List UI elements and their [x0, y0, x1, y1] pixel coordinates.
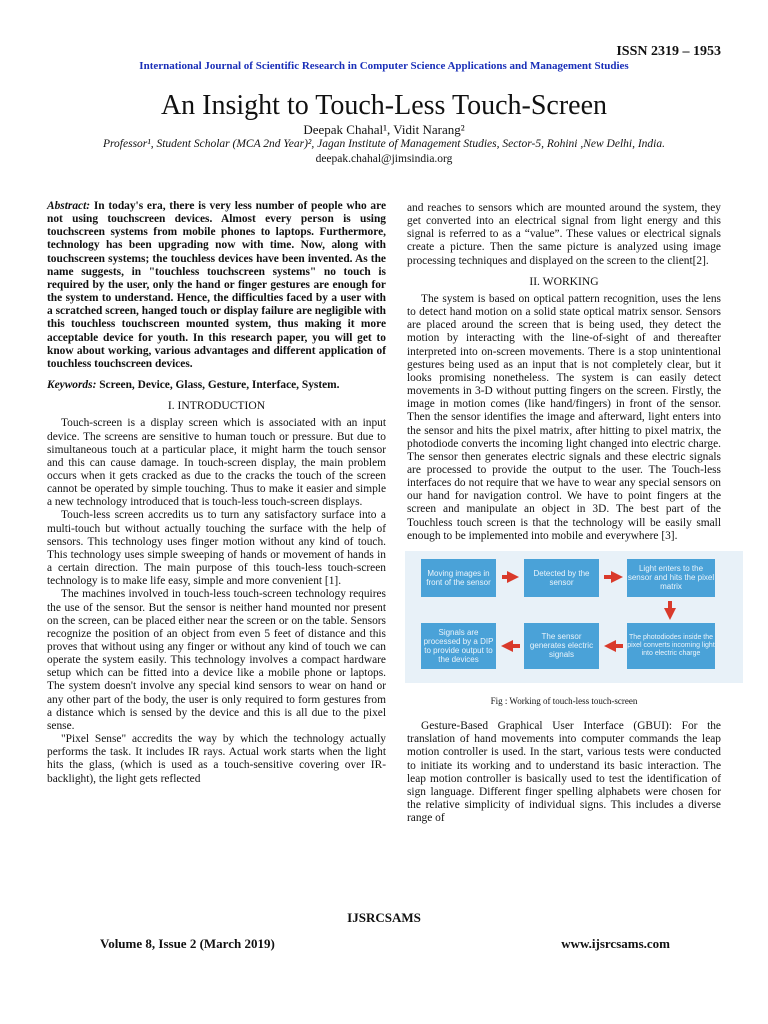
abstract-text: In today's era, there is very less number of people who are not using touchscreen devices. Almost every person is using touchscreen systems from mobile phones to laptops. Furthermore, technology has been upgrading now with time. Now, along with touchscreen systems; the touchless devices have been invented. As the name suggests, in "touchless touchscreen systems" no touch is required by the user, only the hand or finger gestures are enough for the system to understand. Hence, the difficulties faced by a user with a scratched screen, hanged touch or display failure are negligible with this touchless touchscreen mounted system, thus making it more acceptable device for youth. In this research paper, you will get to know about working, various advantages and different application of touchless touchscreen devices. — [47, 200, 386, 370]
keywords-label: Keywords: — [47, 379, 97, 392]
abstract — [47, 200, 386, 371]
flow-box-detected: Detected by the sensor — [524, 559, 599, 597]
gbui-paragraph: Gesture-Based Graphical User Interface (GBUI): For the translation of hand movements into computer commands the leap motion controller is used. In the start, various tests were conducted to initiate its working and to understand its basic interaction. The leap motion controller is basically used to test the identification of sign language. Different finger spelling alphabets were chosen for the relative simplicity of individual signs. This includes a diverse range of — [407, 720, 721, 825]
intro-paragraph-continued: and reaches to sensors which are mounted around the system, they get converted into an electrical signal from light energy and this signal is referred to as a “value”. These values or electrical signals create a picture. Then the same picture is analyzed using image processing techniques and displayed on the screen to the client[2]. — [407, 202, 721, 267]
footer-journal-abbrev: IJSRCSAMS — [347, 910, 421, 925]
paper-authors: Deepak Chahal¹, Vidit Narang² — [303, 122, 465, 137]
flow-box-light-enters: Light enters to the sensor and hits the pixel matrix — [627, 559, 715, 597]
intro-paragraph-1: Touch-screen is a display screen which is associated with an input device. The screens are sensitive to human touch or pressure. But due to simultaneous touch at a particular place, it might harm the touch sensor and this can cause damage. In touch-screen display, the main problem occurs when it gets cracked as due to the cracks the touch of the screen cannot be operated by simple touching. Thus to make it easier and simple a new technology introduced that is touch-less touch-screen displays. — [47, 417, 386, 509]
arrow-stem-4-5 — [615, 644, 623, 648]
paper-affiliation: Professor¹, Student Scholar (MCA 2nd Year)², Jagan Institute of Management Studies, Sector-5, Rohini ,New Delhi, India. — [102, 138, 666, 150]
flow-box-moving-images: Moving images in front of the sensor — [421, 559, 496, 597]
flow-box-signals-processed: Signals are processed by a DIP to provide output to the devices — [421, 623, 496, 669]
paper-title: An Insight to Touch-Less Touch-Screen — [160, 90, 608, 121]
flow-box-sensor-generates: The sensor generates electric signals — [524, 623, 599, 669]
section-heading-working: II. WORKING — [529, 274, 599, 288]
intro-paragraph-2: Touch-less screen accredits us to turn any satisfactory surface into a multi-touch but without actually touching the surface with the help of sensors. This technology uses finger motion without any kind of touch. This technology uses simple sweeping of hands or movement of hands in a certain direction. The main purpose of this touch-less touch-screen technology is to make life easy, simple and more convenient [1]. — [47, 509, 386, 588]
working-flow-figure — [405, 551, 743, 683]
left-column — [47, 200, 386, 786]
keywords — [47, 379, 386, 392]
footer-volume: Volume 8, Issue 2 (March 2019) — [100, 936, 275, 951]
intro-paragraph-3: The machines involved in touch-less touch-screen technology requires the use of the sensor. But the sensor is neither hand mounted nor present on the screen, can be placed either near the screen or on the table. Sensors recognize the position of an object from even 5 feet of distance and this proves that without using any finger or without any kind of touch we can operate the system easily. This technology involves a compact hardware setup which can be fitted into a device like a mobile phone or laptops. The system doesn't involve any special kind sensors to wear on hand or any other part of the body, the user is only required to form gestures from a distance which is sensed by the device and this is all due to the pixel sense. — [47, 588, 386, 732]
arrow-right-2-3 — [611, 571, 623, 583]
keywords-text: Screen, Device, Glass, Gesture, Interface, System. — [99, 379, 340, 392]
footer-website-link[interactable]: www.ijsrcsams.com — [561, 936, 670, 951]
author-email[interactable]: deepak.chahal@jimsindia.org — [315, 153, 453, 165]
intro-paragraph-4: "Pixel Sense" accredits the way by which the technology actually performs the task. It includes IR rays. Actual work starts when the light hits the glass, (which is used as a touch-sensitive covering over IR-backlight), the light gets reflected — [47, 733, 386, 785]
issn-number: ISSN 2319 – 1953 — [616, 44, 721, 59]
abstract-label: Abstract: — [47, 200, 91, 212]
arrow-right-1-2 — [507, 571, 519, 583]
section-heading-introduction: I. INTRODUCTION — [167, 399, 266, 413]
arrow-down-3-4 — [664, 608, 676, 620]
flow-box-photodiodes: The photodiodes inside the pixel converts incoming light into electric charge — [627, 623, 715, 669]
journal-name: International Journal of Scientific Research in Computer Science Applications and Management Studies — [139, 60, 629, 72]
arrow-stem-5-6 — [512, 644, 520, 648]
working-paragraph: The system is based on optical pattern recognition, uses the lens to detect hand motion on a solid state optical matrix sensor. Sensors are placed around the screen that is being used, they detect the motion by interacting with the line-of-sight of and thereafter interpreted into on-screen movements. There is a stop unintentional gestures being used as an input that is not completely clear, but it looks promising nonetheless. The system is can easily detect movements in 3-D without putting fingers on the screen. Firstly, the image in motion comes (like hand/fingers) in front of the sensor. Then the sensor identifies the image and afterward, light enters into the sensor and hits the pixel matrix, after hitting to pixel matrix, the photodiode converts the incoming light changed into electric charge. The sensor then generates electric signals and these electric signals are processed to provide the output to the user. The Touch-less interfaces do not require that we have to wear any special sensors on our hand for navigation control. We have to point fingers at the screen and manipulate an object in 3D. The best part of the Touchless touch screen is that the technology will be easily small enough to be implemented into mobile and everywhere [3]. — [407, 292, 721, 542]
right-column — [407, 202, 721, 825]
figure-caption: Fig : Working of touch-less touch-screen — [490, 695, 638, 706]
